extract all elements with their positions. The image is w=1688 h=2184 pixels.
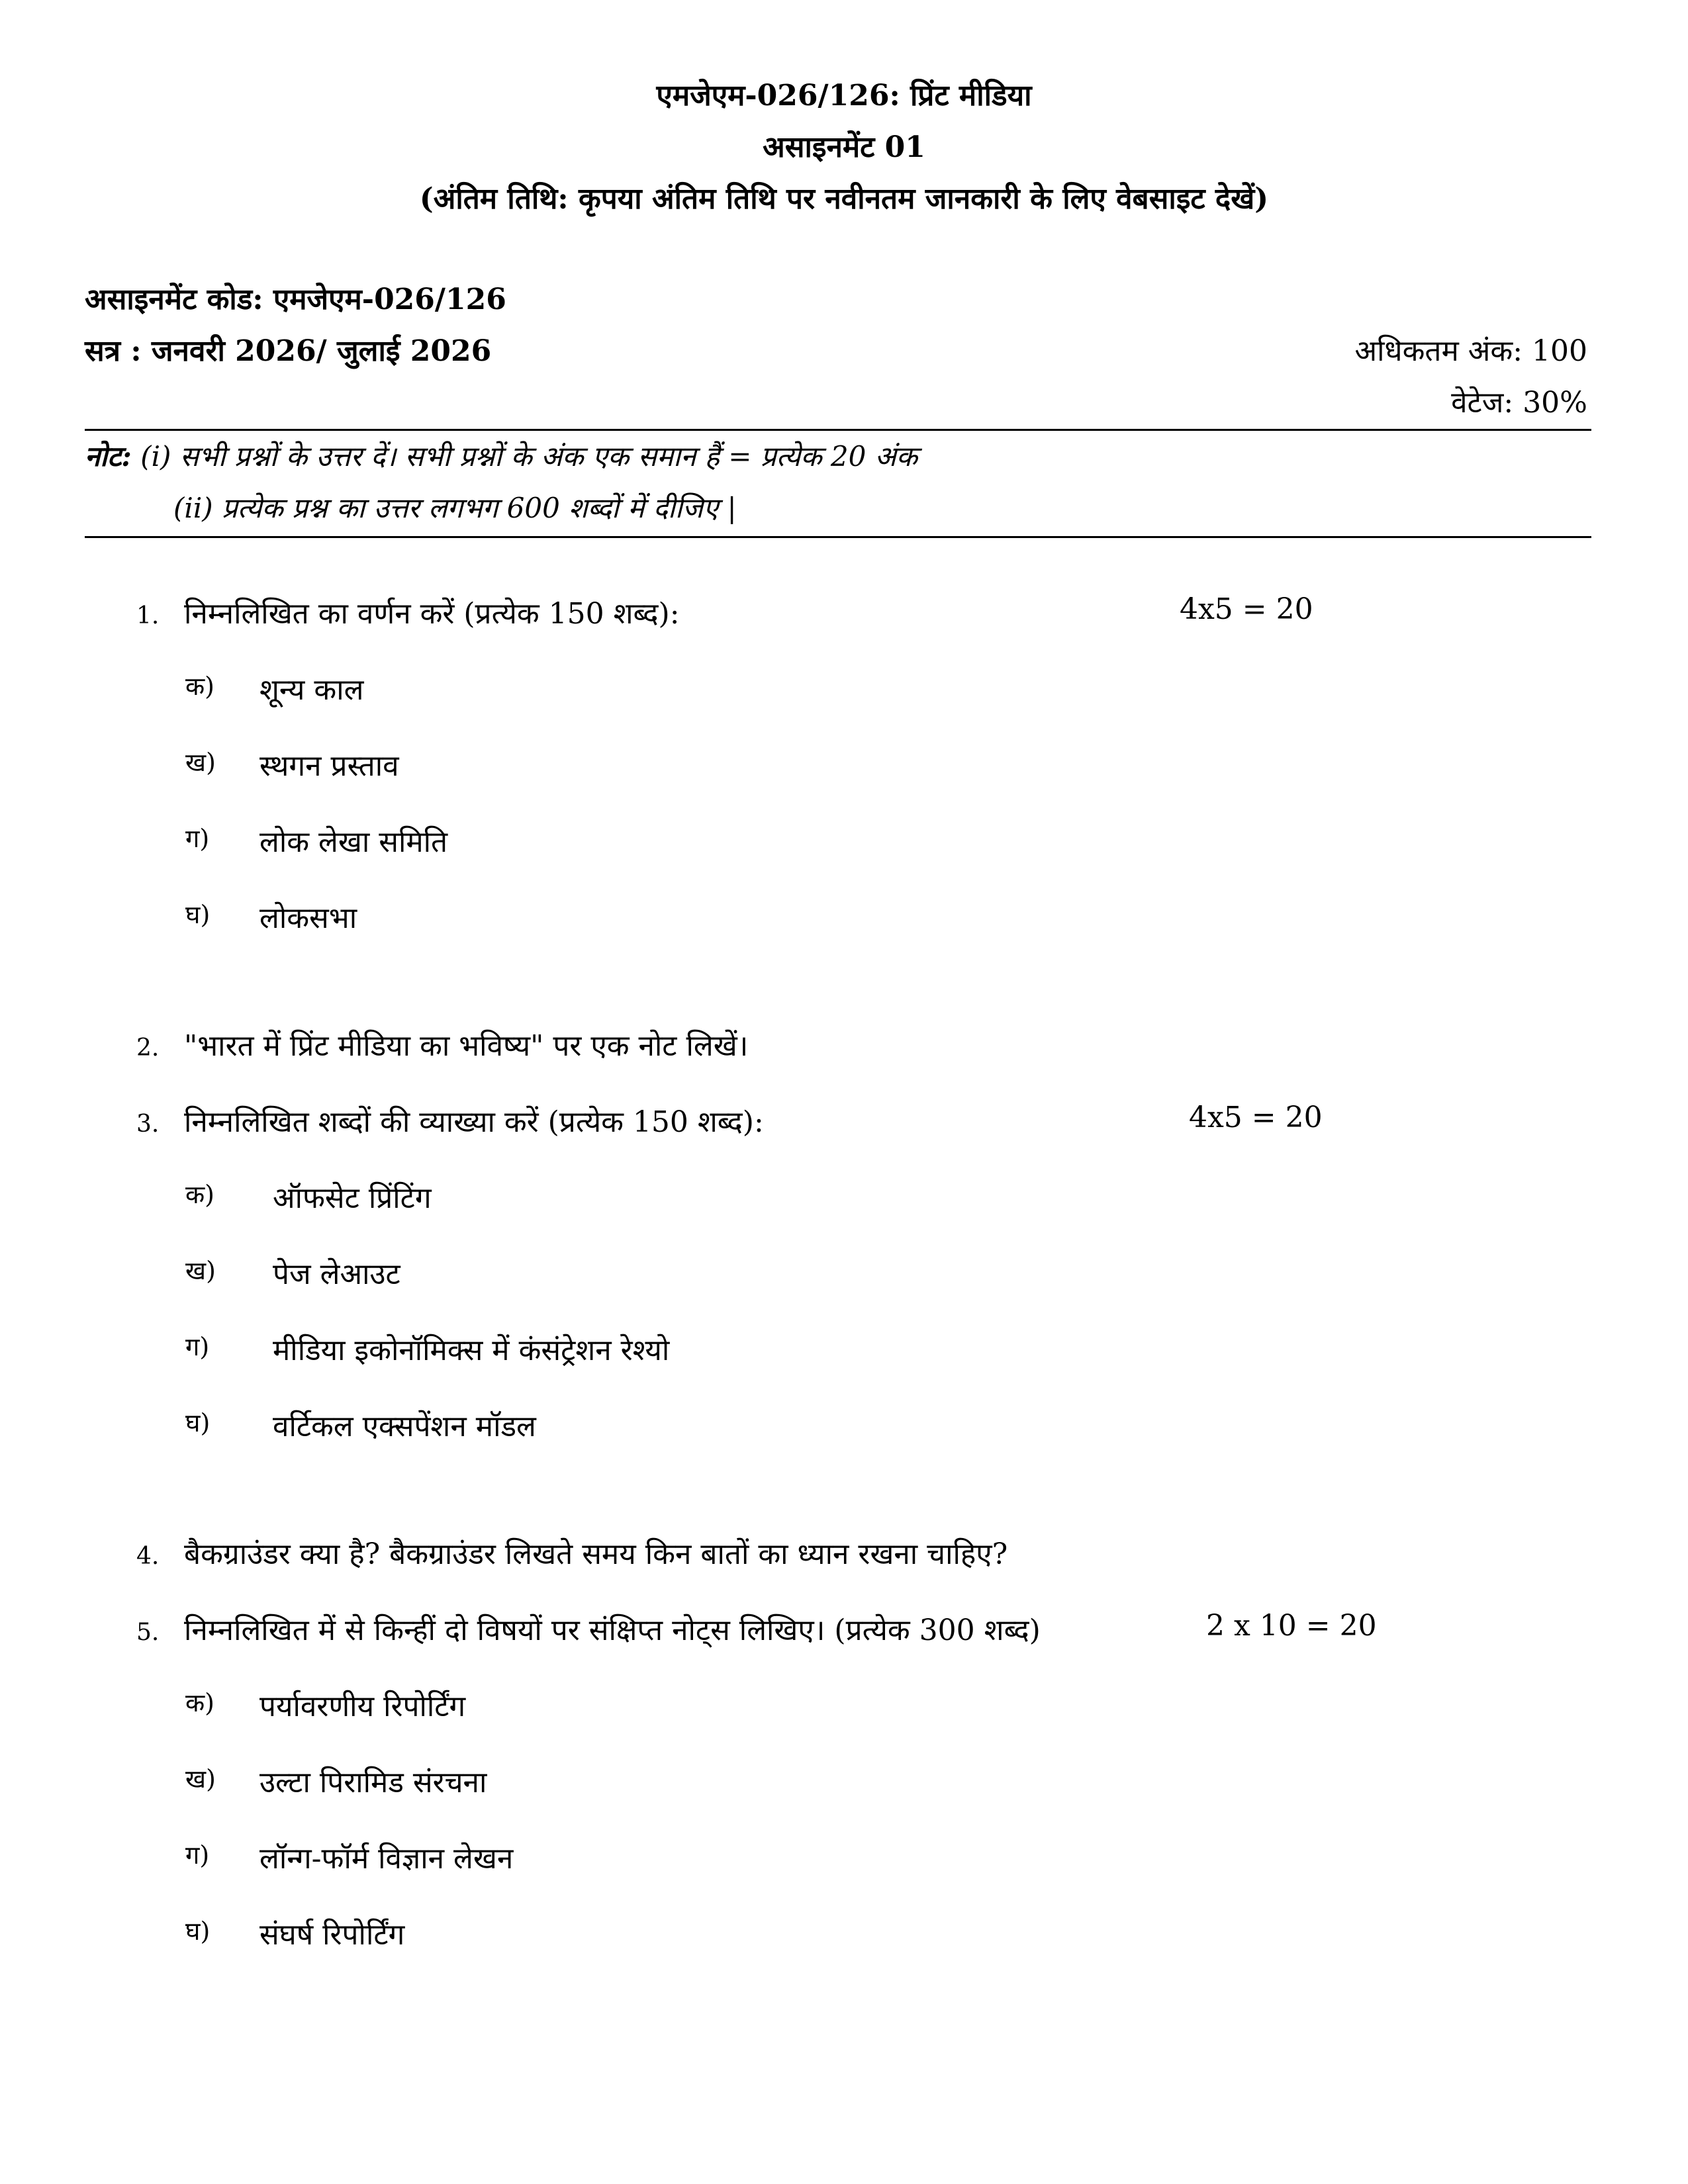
due-date-note: (अंतिम तिथि: कृपया अंतिम तिथि पर नवीनतम जानकारी के लिए वेबसाइट देखें): [419, 182, 1269, 216]
question-4: [136, 1533, 1008, 1572]
assignment-code: असाइनमेंट कोड: एमजेएम-026/126: [85, 283, 506, 316]
sub-label: घ): [185, 1917, 211, 1946]
sub-label: घ): [185, 1408, 211, 1437]
weightage: वेटेज: 30%: [1451, 386, 1587, 420]
question-number: 4.: [136, 1543, 160, 1570]
sub-text: पेज लेआउट: [273, 1257, 400, 1291]
note-text-1: (i) सभी प्रश्नों के उत्तर दें। सभी प्रश्नों के अंक एक समान हैं = प्रत्येक 20 अंक: [131, 440, 918, 473]
question-number: 5.: [136, 1619, 160, 1646]
note-line-2: (ii) प्रत्येक प्रश्न का उत्तर लगभग 600 शब्दों में दीजिए |: [173, 492, 737, 524]
question-5-marks: 2 x 10 = 20: [1206, 1609, 1377, 1643]
session: सत्र : जनवरी 2026/ जुलाई 2026: [85, 334, 492, 368]
question-number: 2.: [136, 1034, 160, 1062]
question-number: 3.: [136, 1111, 160, 1138]
sub-label: ख): [185, 748, 216, 777]
question-text: निम्नलिखित का वर्णन करें (प्रत्येक 150 शब्द):: [184, 597, 680, 631]
sub-label: क): [185, 672, 215, 701]
sub-text: मीडिया इकोनॉमिक्स में कंसंट्रेशन रेश्यो: [273, 1334, 670, 1367]
sub-text: लोक लेखा समिति: [259, 825, 448, 859]
course-title: एमजेएम-026/126: प्रिंट मीडिया: [656, 79, 1032, 113]
sub-label: ग): [185, 1841, 210, 1870]
sub-label: क): [185, 1688, 215, 1717]
sub-label: घ): [185, 900, 211, 929]
question-text: "भारत में प्रिंट मीडिया का भविष्य" पर एक नोट लिखें।: [184, 1029, 749, 1063]
question-1-marks: 4x5 = 20: [1180, 592, 1313, 626]
sub-label: क): [185, 1180, 215, 1209]
top-rule: [85, 429, 1591, 431]
question-text: निम्नलिखित शब्दों की व्याख्या करें (प्रत्येक 150 शब्द):: [184, 1105, 764, 1139]
question-text: बैकग्राउंडर क्या है? बैकग्राउंडर लिखते समय किन बातों का ध्यान रखना चाहिए?: [184, 1537, 1008, 1571]
bottom-rule: [85, 536, 1591, 538]
question-5: [136, 1609, 1041, 1649]
question-2: [136, 1024, 748, 1064]
note-line-1: [85, 437, 917, 475]
sub-text: लॉन्ग-फॉर्म विज्ञान लेखन: [259, 1842, 514, 1876]
sub-text: वर्टिकल एक्सपेंशन मॉडल: [273, 1410, 536, 1443]
question-3: [136, 1101, 764, 1140]
question-3-marks: 4x5 = 20: [1189, 1101, 1323, 1134]
sub-text: लोकसभा: [259, 901, 357, 935]
sub-text: शून्य काल: [259, 673, 364, 707]
question-text: निम्नलिखित में से किन्हीं दो विषयों पर संक्षिप्त नोट्स लिखिए। (प्रत्येक 300 शब्द): [184, 1614, 1041, 1647]
sub-label: ग): [185, 824, 210, 853]
question-number: 1.: [136, 602, 160, 629]
sub-text: उल्टा पिरामिड संरचना: [259, 1766, 487, 1799]
assignment-title: असाइनमेंट 01: [763, 130, 925, 164]
max-marks: अधिकतम अंक: 100: [1354, 334, 1587, 368]
sub-text: संघर्ष रिपोर्टिंग: [259, 1918, 405, 1952]
note-label: नोट:: [85, 440, 132, 473]
sub-text: ऑफसेट प्रिंटिंग: [273, 1181, 432, 1215]
sub-label: ग): [185, 1332, 210, 1361]
sub-label: ख): [185, 1764, 216, 1794]
question-1: [136, 592, 680, 632]
sub-text: पर्यावरणीय रिपोर्टिंग: [259, 1690, 466, 1723]
sub-label: ख): [185, 1256, 216, 1285]
sub-text: स्थगन प्रस्ताव: [259, 749, 399, 783]
